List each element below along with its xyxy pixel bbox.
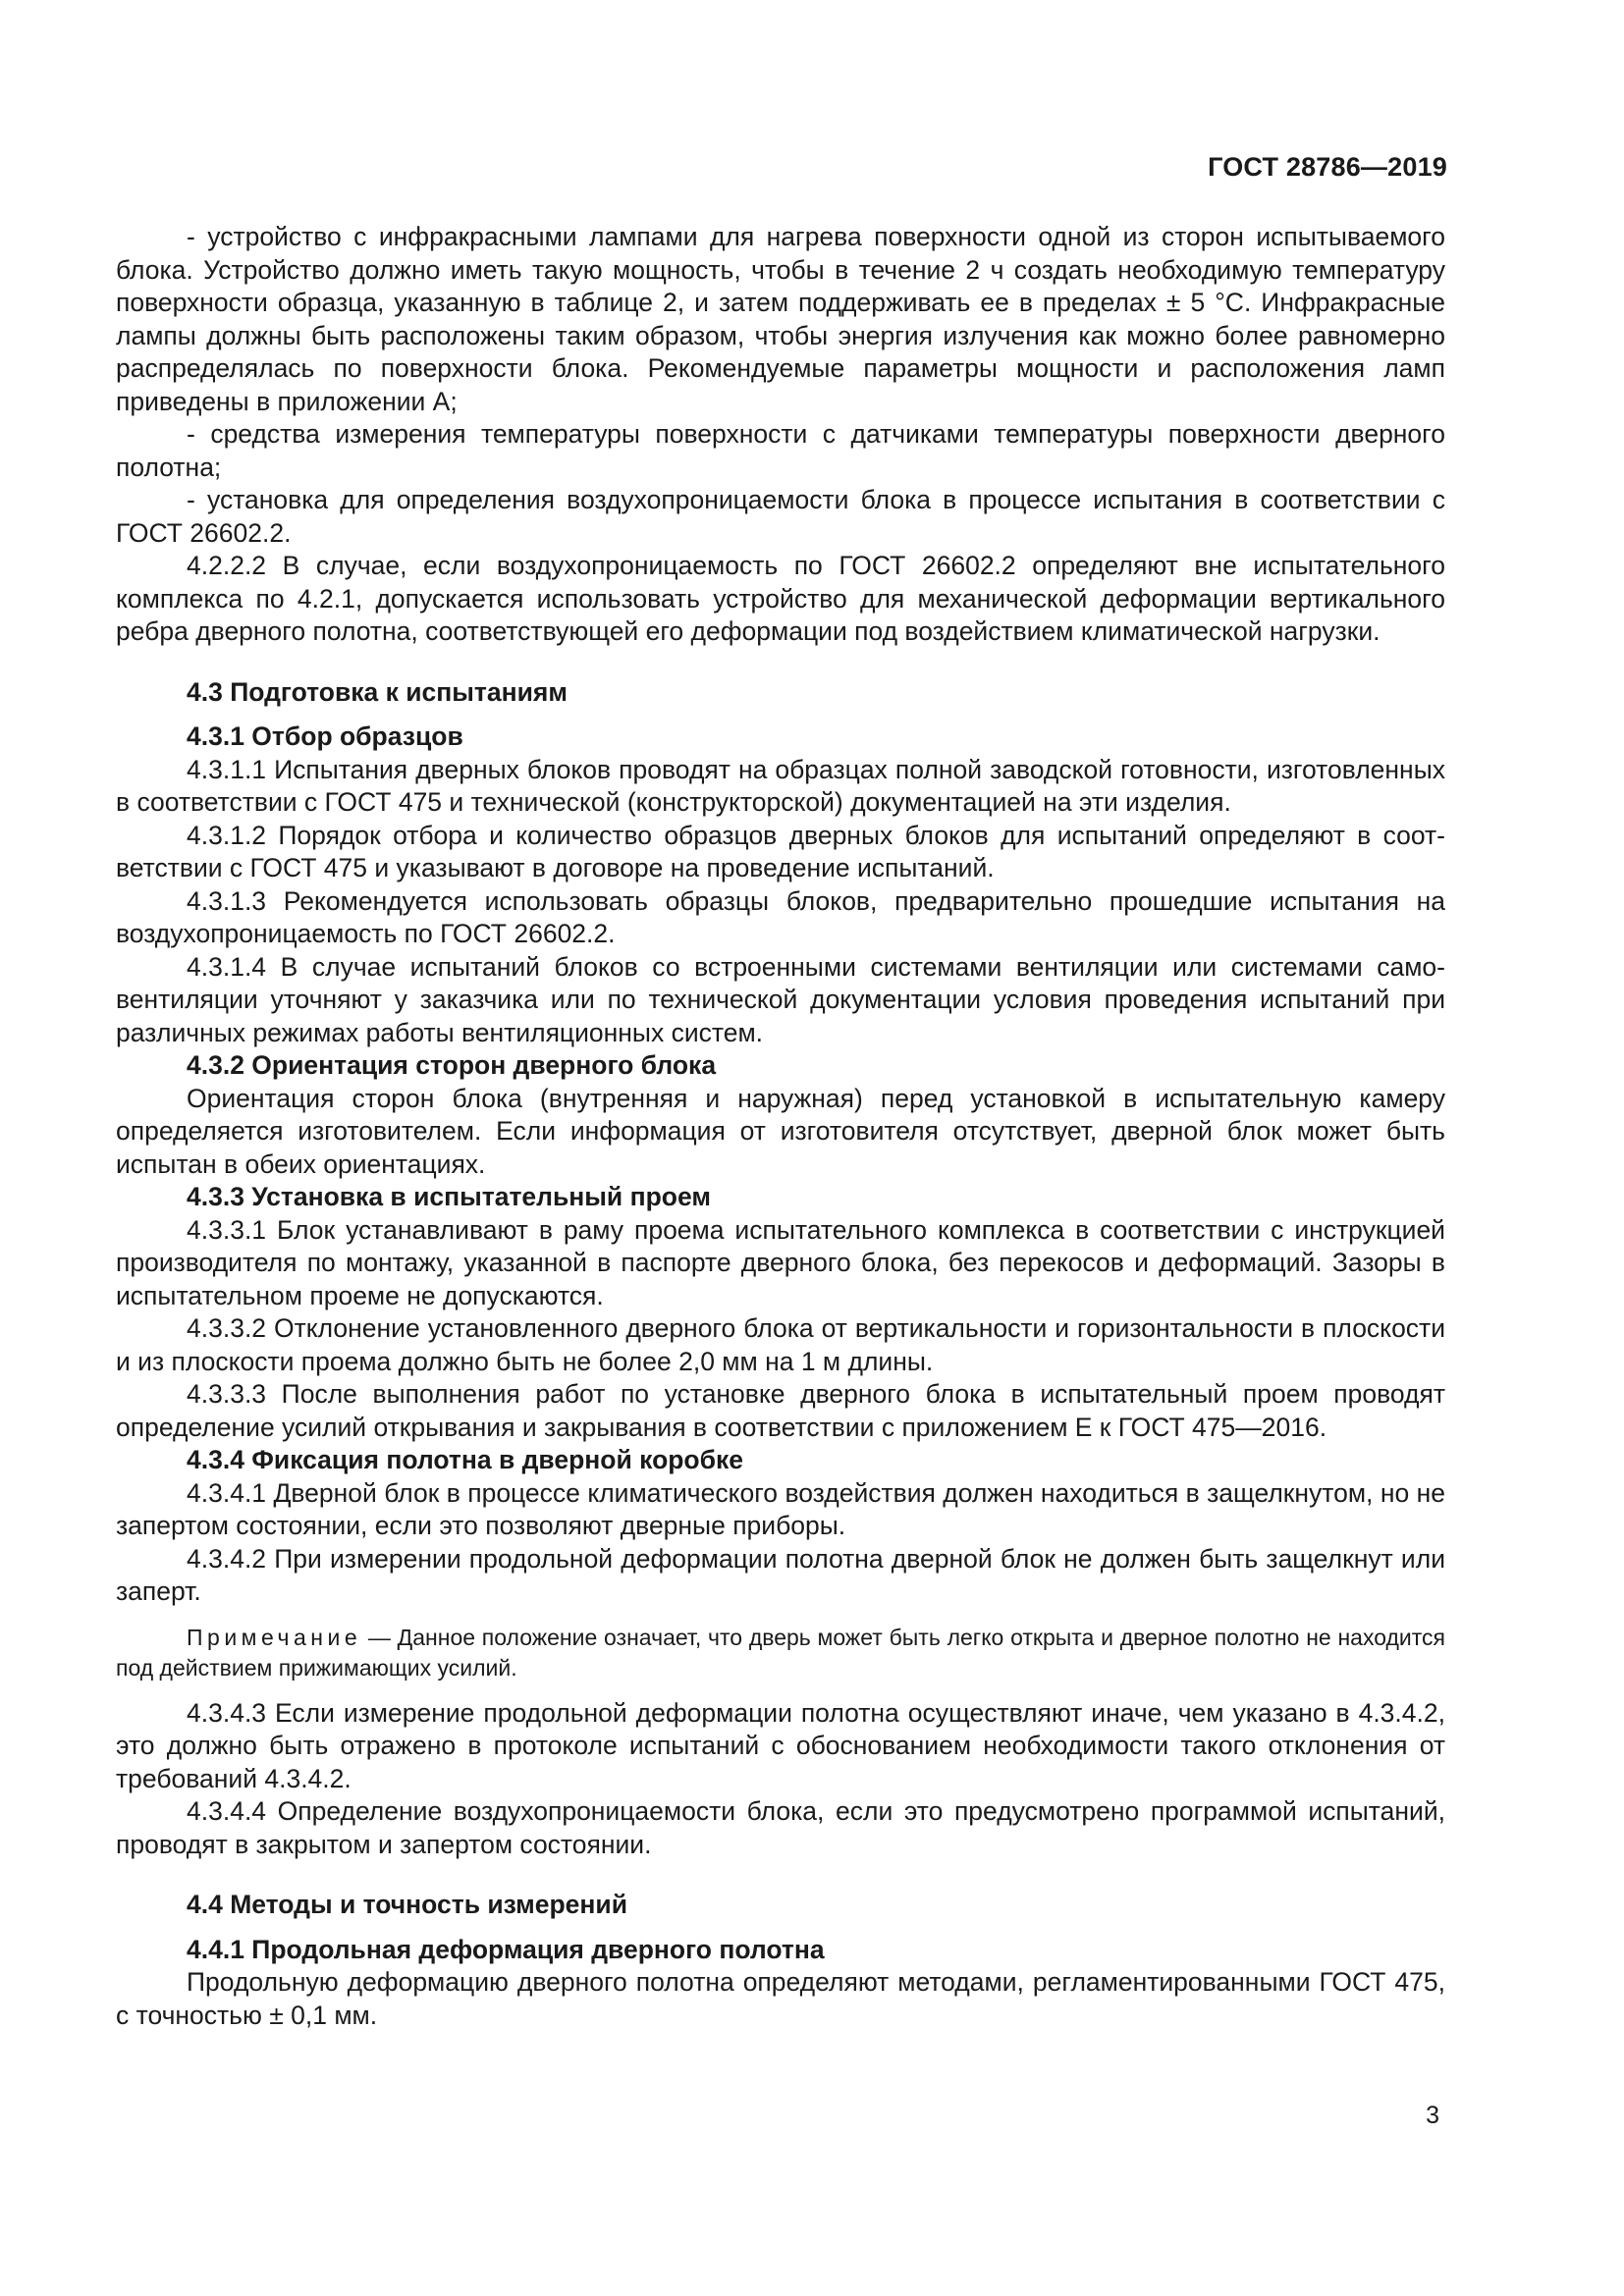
section-heading-4-3-3: 4.3.3 Установка в испытательный проем xyxy=(187,1182,711,1211)
section-heading-4-3: 4.3 Подготовка к испытаниям xyxy=(187,676,568,707)
paragraph-4-3-4-4: 4.3.4.4 Определение воздухопроницаемости блока, если это предусмотрено программой испытаний, проводят в закрытом и запертом состоянии. xyxy=(116,1796,1445,1859)
paragraph-4-4-1: Продольную деформацию дверного полотна определяют методами, регламентированными ГОСТ 475, с точностью ± 0,1 мм. xyxy=(116,1967,1445,2030)
document-body xyxy=(116,221,1445,2032)
paragraph-4-2-2-2: 4.2.2.2 В случае, если воздухопроницаемость по ГОСТ 26602.2 определяют вне испытательного комплекса по 4.2.1, допускается использовать устройство для механической деформации вертикального ребра дверного полотна, соответствующей его деформации под воздействием климатической нагрузки. xyxy=(116,551,1445,646)
section-heading-4-4-1: 4.4.1 Продольная деформация дверного полотна xyxy=(187,1934,825,1964)
paragraph-4-3-1-4: 4.3.1.4 В случае испытаний блоков со встроенными системами вентиляции или системами самовентиляции уточняют у заказчика или по технической документации условия проведения испытаний при различных режимах работы вентиляционных систем. xyxy=(116,951,1445,1047)
paragraph-4-3-4-3: 4.3.4.3 Если измерение продольной деформации полотна осуществляют иначе, чем указано в 4.3.4.2, это должно быть отражено в протоколе испытаний с обоснованием необходимости такого отклонения от требований 4.3.4.2. xyxy=(116,1697,1445,1793)
paragraph-4-3-1-1: 4.3.1.1 Испытания дверных блоков проводят на образцах полной заводской готовности, изготовленных в соответствии с ГОСТ 475 и технической (конструкторской) документацией на эти изделия. xyxy=(116,754,1445,817)
paragraph-temp-sensors: - средства измерения температуры поверхности с датчиками температуры поверхности дверного полотна; xyxy=(116,419,1445,482)
paragraph-4-3-2: Ориентация сторон блока (внутренняя и наружная) перед установкой в испытательную камеру определяется изготовителем. Если информация от изготовителя отсутствует, дверной блок может быть испытан в обеих ориентациях. xyxy=(116,1083,1445,1179)
paragraph-4-3-4-2: 4.3.4.2 При измерении продольной деформации полотна дверной блок не должен быть защелкнут или заперт. xyxy=(116,1543,1445,1606)
paragraph-4-3-4-1: 4.3.4.1 Дверной блок в процессе климатического воздействия должен находиться в защелкнутом, но не запертом состоянии, если это позволяют дверные приборы. xyxy=(116,1477,1445,1540)
paragraph-4-3-3-2: 4.3.3.2 Отклонение установленного дверного блока от вертикальности и горизонтальности в плоскости и из плоскости проема должно быть не более 2,0 мм на 1 м длины. xyxy=(116,1313,1445,1376)
paragraph-air-permeability-unit: - установка для определения воздухопроницаемости блока в процессе испытания в соответствии с ГОСТ 26602.2. xyxy=(116,485,1445,548)
section-heading-4-4: 4.4 Методы и точность измерений xyxy=(187,1890,628,1919)
note-text: — Данное положение означает, что дверь может быть легко открыта и дверное полотно не находится под действием прижимающих усилий. xyxy=(116,1624,1445,1681)
document-header: ГОСТ 28786—2019 xyxy=(1208,152,1447,182)
paragraph-4-3-3-3: 4.3.3.3 После выполнения работ по установке дверного блока в испытательный проем проводят определение усилий открывания и закрывания в соответствии с приложением Е к ГОСТ 475—2016. xyxy=(116,1379,1445,1442)
paragraph-4-3-1-2: 4.3.1.2 Порядок отбора и количество образцов дверных блоков для испытаний определяют в соответствии с ГОСТ 475 и указывают в договоре на проведение испытаний. xyxy=(116,820,1445,882)
note-label: Примечание xyxy=(187,1624,362,1650)
page-number: 3 xyxy=(1426,2102,1439,2129)
note xyxy=(116,1623,1445,1683)
section-heading-4-3-4: 4.3.4 Фиксация полотна в дверной коробке xyxy=(187,1445,743,1474)
paragraph-ir-lamps: - устройство с инфракрасными лампами для нагрева поверхности одной из сторон испытываемого блока. Устройство должно иметь такую мощность, чтобы в течение 2 ч создать необходимую температуру поверхности образца, указанную в таблице 2, и затем поддерживать ее в пределах ± 5 °С. Инфракрасные лампы должны быть расположены таким образом, чтобы энергия излучения как можно более равномерно распределялась по поверхности блока. Рекомендуемые параметры мощности и расположения ламп приведены в приложении А; xyxy=(116,222,1445,416)
section-heading-4-3-2: 4.3.2 Ориентация сторон дверного блока xyxy=(187,1050,717,1080)
section-heading-4-3-1: 4.3.1 Отбор образцов xyxy=(187,721,463,751)
paragraph-4-3-3-1: 4.3.3.1 Блок устанавливают в раму проема испытательного комплекса в соответствии с инструкцией производителя по монтажу, указанной в паспорте дверного блока, без перекосов и деформаций. Зазоры в испытательном проеме не допускаются. xyxy=(116,1214,1445,1310)
paragraph-4-3-1-3: 4.3.1.3 Рекомендуется использовать образцы блоков, предварительно прошедшие испытания на воздухопроницаемость по ГОСТ 26602.2. xyxy=(116,885,1445,948)
